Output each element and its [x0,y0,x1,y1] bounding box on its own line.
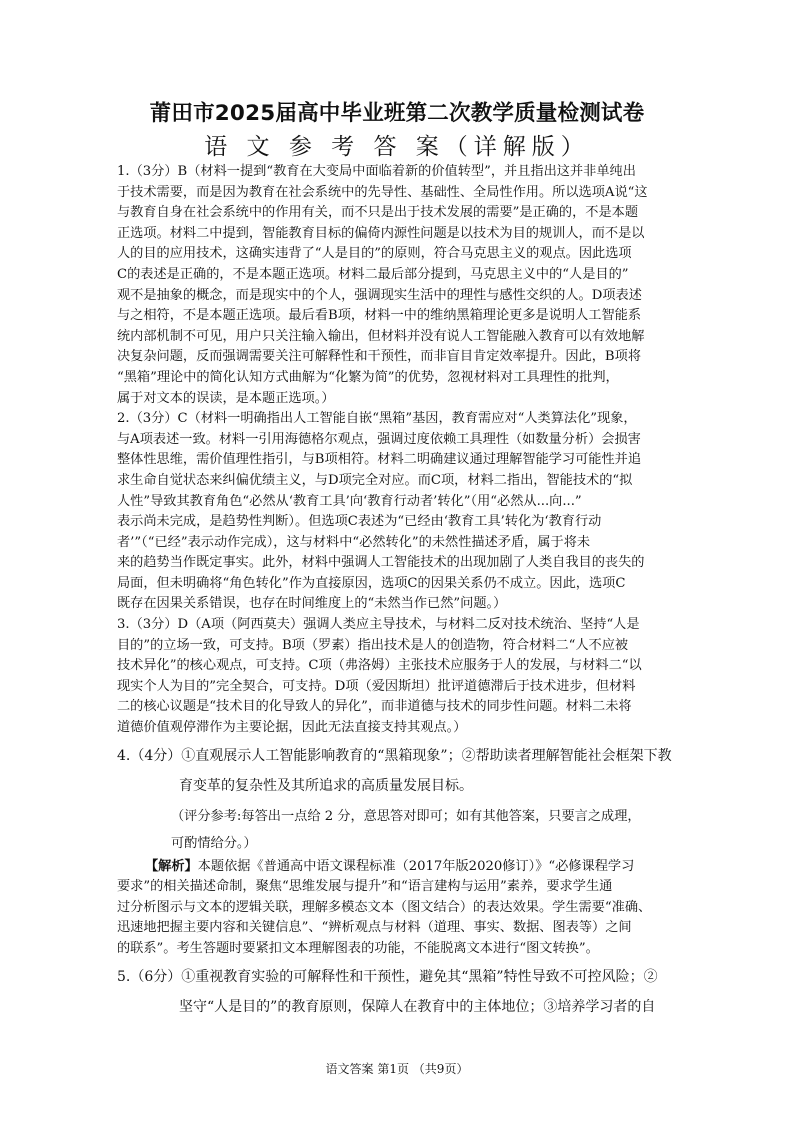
text-line: C的表述是正确的，不是本题正选项。材料二最后部分提到，马克思主义中的“人是目的” [117,266,629,282]
text-line: 技术异化”的核心观点，可支持。C项（弗洛姆）主张技术应服务于人的发展，与材料二“以 [117,658,642,674]
page-footer: 语文答案 第1页 （共9页） [325,1062,469,1076]
question-4-analysis [117,857,682,960]
text-line: “黑箱”理论中的简化认知方式曲解为“化繁为简”的优势，忽视材料对工具理性的批判， [117,369,619,385]
question-2-answer [117,409,682,615]
text-line: 决复杂问题，反而强调需要关注可解释性和干预性，而非盲目肯定效率提升。因此，B项将 [117,349,641,365]
text-line: 道德价值观停滞作为主要论据，因此无法直接支持其观点。） [117,720,467,736]
text-line: 统内部机制不可见，用户只关注输入输出，但材料并没有说人工智能融入教育可以有效地解 [117,328,645,344]
question-5-answer [117,962,682,1022]
text-line: 可酌情给分。） [171,835,257,851]
question-4-answer [117,741,682,801]
text-line: 于技术需要，而是因为教育在社会系统中的先导性、基础性、全局性作用。所以选项A说“这 [117,184,648,200]
text-line: 人性”导致其教育角色“必然从‘教育工具’向‘教育行动者’转化”（用“必然从...向...” [117,493,582,509]
page-title: 莆田市2025届高中毕业班第二次教学质量检测试卷 [149,101,645,126]
question-1-answer [117,162,682,409]
text-line: 2.（3分）C（材料一明确指出人工智能自嵌“黑箱”基因，教育需应对“人类算法化”现象， [117,411,637,427]
text-line: 坚守“人是目的”的教育原则，保障人在教育中的主体地位；③培养学习者的自 [179,998,656,1015]
text-line: 1.（3分）B（材料一提到“教育在大变局中面临着新的价值转型”，并且指出这并非单纯出 [117,164,636,179]
text-line [117,857,682,878]
text-line: 来的趋势当作既定事实。此外，材料中强调人工智能技术的出现加剧了人类自我目的丧失的 [117,555,645,571]
text-line: 4.（4分）①直观展示人工智能影响教育的“黑箱现象”；②帮助读者理解智能社会框架下教 [117,747,672,764]
answer-body [117,162,682,1022]
text-line: 者’”（“已经”表示动作完成），这与材料中“必然转化”的未然性描述矛盾，属于将未 [117,534,591,550]
text-line: 3.（3分）D（A项（阿西莫夫）强调人类应主导技术，与材料二反对技术统治、坚持“人是 [117,617,640,633]
text-line: 过分析图示与文本的逻辑关联，理解多模态文本（图文结合）的表达效果。学生需要“准确、 [117,899,652,915]
text-line: 5.（6分）①重视教育实验的可解释性和干预性，避免其“黑箱”特性导致不可控风险；② [117,968,658,985]
text-line: 既存在因果关系错误，也存在时间维度上的“未然当作已然”问题。） [117,596,507,612]
analysis-text: 本题依据《普通高中语文课程标准（2017年版2020修订）》“必修课程学习 [197,858,635,874]
text-line: 正选项。材料二中提到，智能教育目标的偏倚内源性问题是以技术为目的规训人，而不是以 [117,225,645,241]
page-subtitle: 语 文 参 考 答 案（详解版） [204,134,590,160]
text-line: 与之相符，不是本题正选项。最后看B项，材料一中的维纳黑箱理论更多是说明人工智能系 [117,308,641,324]
text-line: 局面，但未明确将“角色转化”作为直接原因，选项C的因果关系仍不成立。因此，选项C [117,575,626,591]
text-line: 与教育自身在社会系统中的作用有关，而不只是出于技术发展的需要”是正确的，不是本题 [117,205,639,221]
text-line: 育变革的复杂性及其所追求的高质量发展目标。 [179,777,473,794]
text-line: 目的”的立场一致，可支持。B项（罗素）指出技术是人的创造物，符合材料二“人不应被 [117,637,629,653]
text-line: 迅速地把握主要内容和关键信息”、“辨析观点与材料（道理、事实、数据、图表等）之间 [117,920,632,936]
text-line: 整体性思维，需价值理性指引，与B项相符。材料二明确建议通过理解智能学习可能性并追 [117,452,641,468]
text-line: （评分参考:每答出一点给 2 分，意思答对即可；如有其他答案，只要言之成理， [171,808,641,824]
scoring-note [117,803,682,857]
text-line: 属于对文本的误读，是本题正选项。） [117,390,335,406]
question-3-answer [117,615,682,739]
text-line: 的联系”。考生答题时要紧扣文本理解图表的功能，不能脱离文本进行“图文转换”。 [117,941,599,956]
text-line: 观不是抽象的概念，而是现实中的个人，强调现实生活中的理性与感性交织的人。D项表述 [117,287,642,303]
text-line: 现实个人为目的”完全契合，可支持。D项（爱因斯坦）批评道德滞后于技术进步，但材料 [117,678,636,694]
analysis-label: 【解析】 [145,858,198,874]
text-line: 人的目的应用技术，这确实违背了“人是目的”的原则，符合马克思主义的观点。因此选项 [117,246,632,262]
text-line: 求生命自觉状态来纠偏优绩主义，与D项完全对应。而C项，材料二指出，智能技术的“拟 [117,472,633,488]
text-line: 要求”的相关描述命制，聚焦“思维发展与提升”和“语言建构与运用”素养，要求学生通 [117,879,613,895]
text-line: 二的核心议题是“技术目的化导致人的异化”，而非道德与技术的同步性问题。材料二未将 [117,699,632,715]
text-line: 与A项表述一致。材料一引用海德格尔观点，强调过度依赖工具理性（如数量分析）会损害 [117,431,641,447]
text-line: 表示尚未完成，是趋势性判断）。但选项C表述为“已经由‘教育工具’转化为‘教育行动 [117,514,602,530]
